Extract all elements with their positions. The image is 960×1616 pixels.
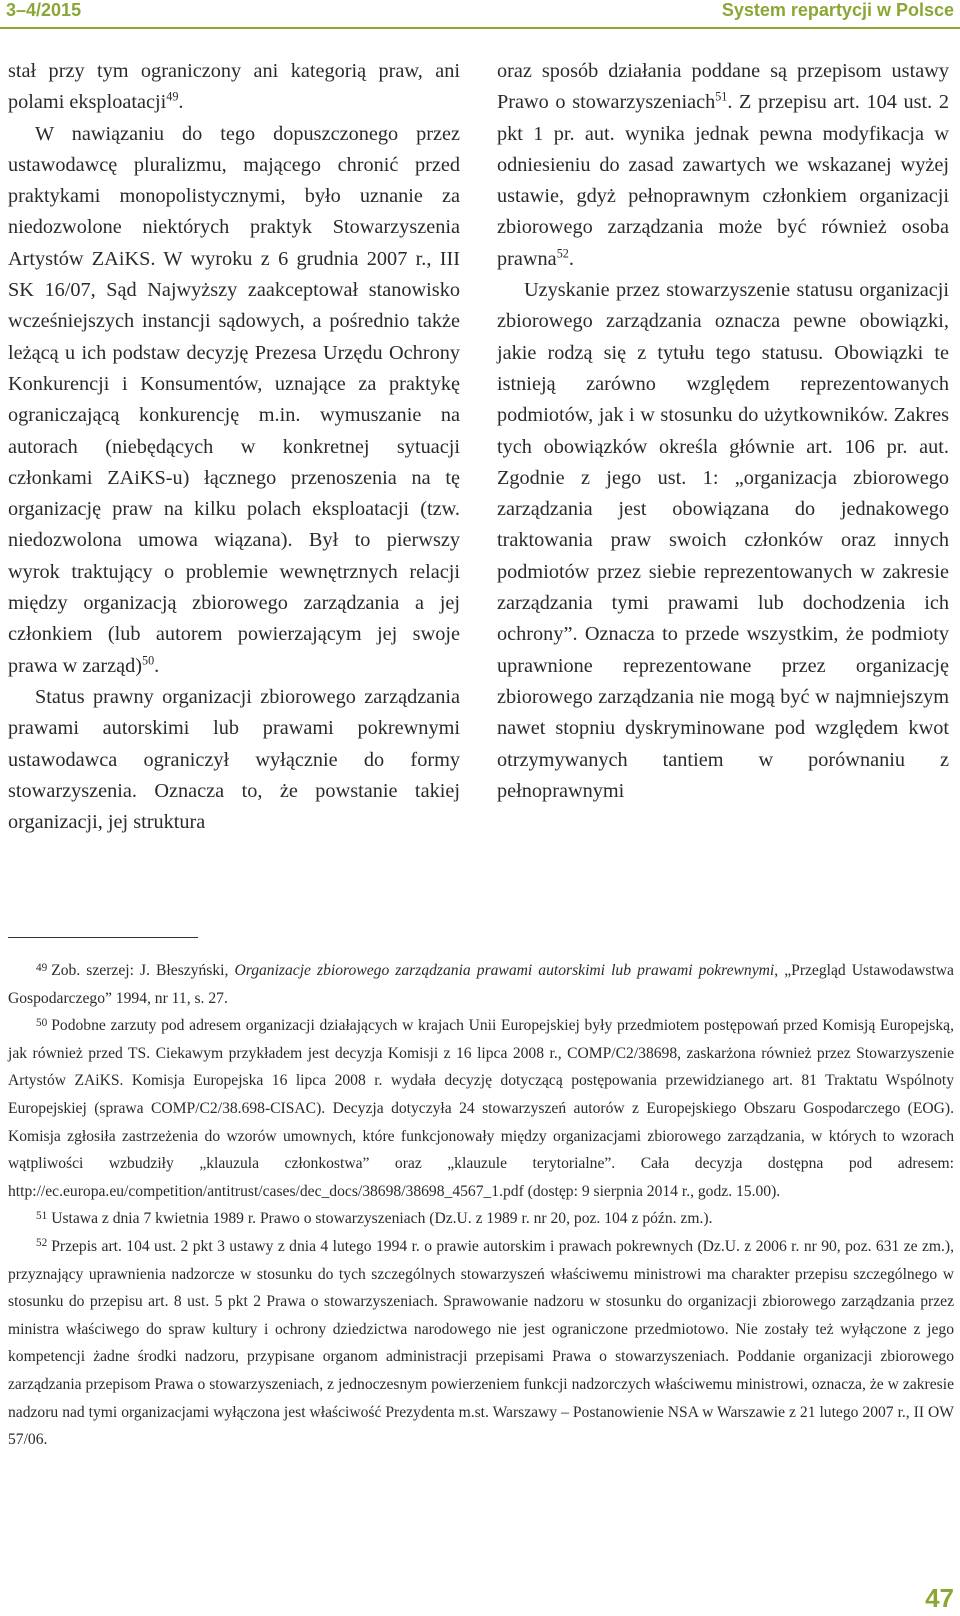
footnote-ref: 52 [556, 246, 569, 261]
page-header [0, 0, 960, 28]
footnote-number: 52 [36, 1237, 48, 1250]
footnote-ref: 51 [715, 90, 728, 104]
paragraph-text: stał przy tym ograniczony ani kategorią praw, ani polami eksploatacji [8, 60, 460, 114]
paragraph-text: oraz sposób działania poddane są przepisom ustawy Prawo o stowarzyszeniach [497, 60, 949, 114]
left-column [8, 56, 460, 838]
footnote [8, 957, 954, 1012]
footnote [8, 1205, 954, 1233]
footnote-ref: 50 [142, 653, 155, 668]
footnote-text: , „Przegląd Ustawodawstwa Gospodarczego” 1994, nr 11, s. 27. [8, 962, 954, 1007]
footnote-ref: 49 [166, 90, 179, 104]
paragraph-text: W nawiązaniu do tego dopuszczonego przez ustawodawcę pluralizmu, mającego chronić przed praktykami monopolistycznymi, było uznanie za niedozwolone niektórych praktyk Stowarzyszenia Artystów ZAiKS. W wyroku z 6 grudnia 2007 r., III SK 16/07, Sąd Najwyższy zaakceptował stanowisko wcześniejszych instancji sądowych, a pośrednio także leżącą u ich podstaw decyzję Prezesa Urzędu Ochrony Konkurencji i Konsumentów, uznające za praktykę ograniczającą konkurencję m.in. wymuszanie na autorach (niebędących w konkretnej sytuacji członkami ZAiKS-u) łącznego przenoszenia na tę organizację praw na kilku polach eksploatacji (tzw. niedozwolona umowa wiązana). Był to pierwszy wyrok traktujący o problemie wewnętrznych relacji między organizacją zbiorowego zarządzania a jej członkiem (lub autorem powierzającym jej swoje prawa w zarząd) [8, 122, 460, 677]
paragraph-text: Uzyskanie przez stowarzyszenie statusu organizacji zbiorowego zarządzania oznacza pewne obowiązki, jakie rodzą się z tytułu tego statusu. Obowiązki te istnieją zarówno względem reprezentowanych podmiotów, jak i w stosunku do użytkowników. Zakres tych obowiązków określa głównie art. 106 pr. aut. Zgodnie z jego ust. 1: „organizacja zbiorowego zarządzania jest obowiązana do jednakowego traktowania praw swoich członków oraz innych podmiotów przez siebie reprezentowanych w zakresie zarządzania tymi prawami lub dochodzenia ich ochrony”. Oznacza to przede wszystkim, że podmioty uprawnione reprezentowane przez organizację zbiorowego zarządzania nie mogą być w najmniejszym nawet stopniu dyskryminowane pod względem kwot otrzymywanych tantiem w porównaniu z pełnoprawnymi [497, 279, 949, 802]
paragraph-text: . [178, 91, 184, 114]
header-rule [0, 27, 960, 29]
footnote-text: Przepis art. 104 ust. 2 pkt 3 ustawy z dnia 4 lutego 1994 r. o prawie autorskim i prawach pokrewnych (Dz.U. z 2006 r. nr 90, poz. 631 ze zm.), przyznający uprawnienia nadzorcze w stosunku do tych szczególnych stowarzyszeń właściwemu ministrowi ma charakter przepisu szczególnego w stosunku do przepisu art. 8 ust. 5 pkt 2 Prawa o stowarzyszeniach. Sprawowanie nadzoru w stosunku do organizacji zbiorowego zarządzania przez ministra właściwego do spraw kultury i ochrony dziedzictwa narodowego nie jest ograniczone przedmiotowo. Nie zostały też wyłączone z jego kompetencji żadne środki nadzoru, przypisane organom administracji przepisami Prawa o stowarzyszeniach. Poddanie organizacji zbiorowego zarządzania przepisom Prawa o stowarzyszeniach, z jednoczesnym powierzeniem funkcji nadzorczych właściwemu ministrowi, oznacza, że w zakresie nadzoru nad tymi organizacjami wyłączona jest właściwość Prezydenta m.st. Warszawy – Postanowienie NSA w Warszawie z 21 lutego 2007 r., II OW 57/06. [8, 1237, 954, 1449]
paragraph [8, 56, 460, 119]
running-title: System repartycji w Polsce [721, 0, 954, 20]
issue-number: 3–4/2015 [6, 0, 82, 20]
footnotes [8, 957, 954, 1454]
footnote-text: Zob. szerzej: J. Błeszyński, [51, 962, 235, 979]
footnote-text: Podobne zarzuty pod adresem organizacji działających w krajach Unii Europejskiej były przedmiotem postępowań przed Komisją Europejską, jak również przed TS. Ciekawym przykładem jest decyzja Komisji z 16 lipca 2008 r., COMP/C2/38698, zaskarżona również przez Stowarzyszenie Artystów ZAiKS. Komisja Europejska 16 lipca 2008 r. wydała decyzję dotyczącą postępowania przewidzianego art. 81 Traktatu Wspólnoty Europejskiej (sprawa COMP/C2/38.698-CISAC). Decyzja dotyczyła 24 stowarzyszeń autorów z Europejskiego Obszaru Gospodarczego (EOG). Komisja zgłosiła zastrzeżenia do wzorów umownych, które funkcjonowały między organizacjami zbiorowego zarządzania, w których to wzorach wątpliwości wzbudziły „klauzula członkostwa” oraz „klauzule terytorialne”. Cała decyzja dostępna pod adresem: http://ec.europa.eu/competition/antitrust/cases/dec_docs/38698/38698_4567_1.pdf (dostęp: 9 sierpnia 2014 r., godz. 15.00). [8, 1017, 954, 1200]
footnote-number: 50 [36, 1016, 48, 1029]
paragraph [8, 119, 460, 682]
paragraph-text: Status prawny organizacji zbiorowego zarządzania prawami autorskimi lub prawami pokrewnymi ustawodawca ograniczył wyłącznie do formy stowarzyszenia. Oznacza to, że powstanie takiej organizacji, jej struktura [8, 685, 460, 834]
paragraph-text: . Z przepisu art. 104 ust. 2 pkt 1 pr. aut. wynika jednak pewna modyfikacja w odniesieniu do zasad zawartych we wskazanej wyżej ustawie, gdyż pełnoprawnym członkiem organizacji zbiorowego zarządzania może być również osoba prawna [497, 91, 949, 270]
paragraph-text: . [568, 247, 574, 270]
footnote [8, 1012, 954, 1205]
paragraph-text: . [154, 654, 160, 677]
footnote-number: 51 [36, 1209, 48, 1222]
paragraph [8, 682, 460, 838]
footnote [8, 1233, 954, 1454]
paragraph [497, 275, 949, 807]
right-column [497, 56, 949, 807]
footnote-separator [8, 937, 198, 938]
footnote-number: 49 [36, 961, 48, 974]
footnote-text: Ustawa z dnia 7 kwietnia 1989 r. Prawo o stowarzyszeniach (Dz.U. z 1989 r. nr 20, poz. 104 z późn. zm.). [51, 1210, 713, 1228]
footnote-title: Organizacje zbiorowego zarządzania prawami autorskimi lub prawami pokrewnymi [234, 962, 775, 979]
page-number: 47 [925, 1583, 954, 1613]
paragraph [497, 56, 949, 275]
